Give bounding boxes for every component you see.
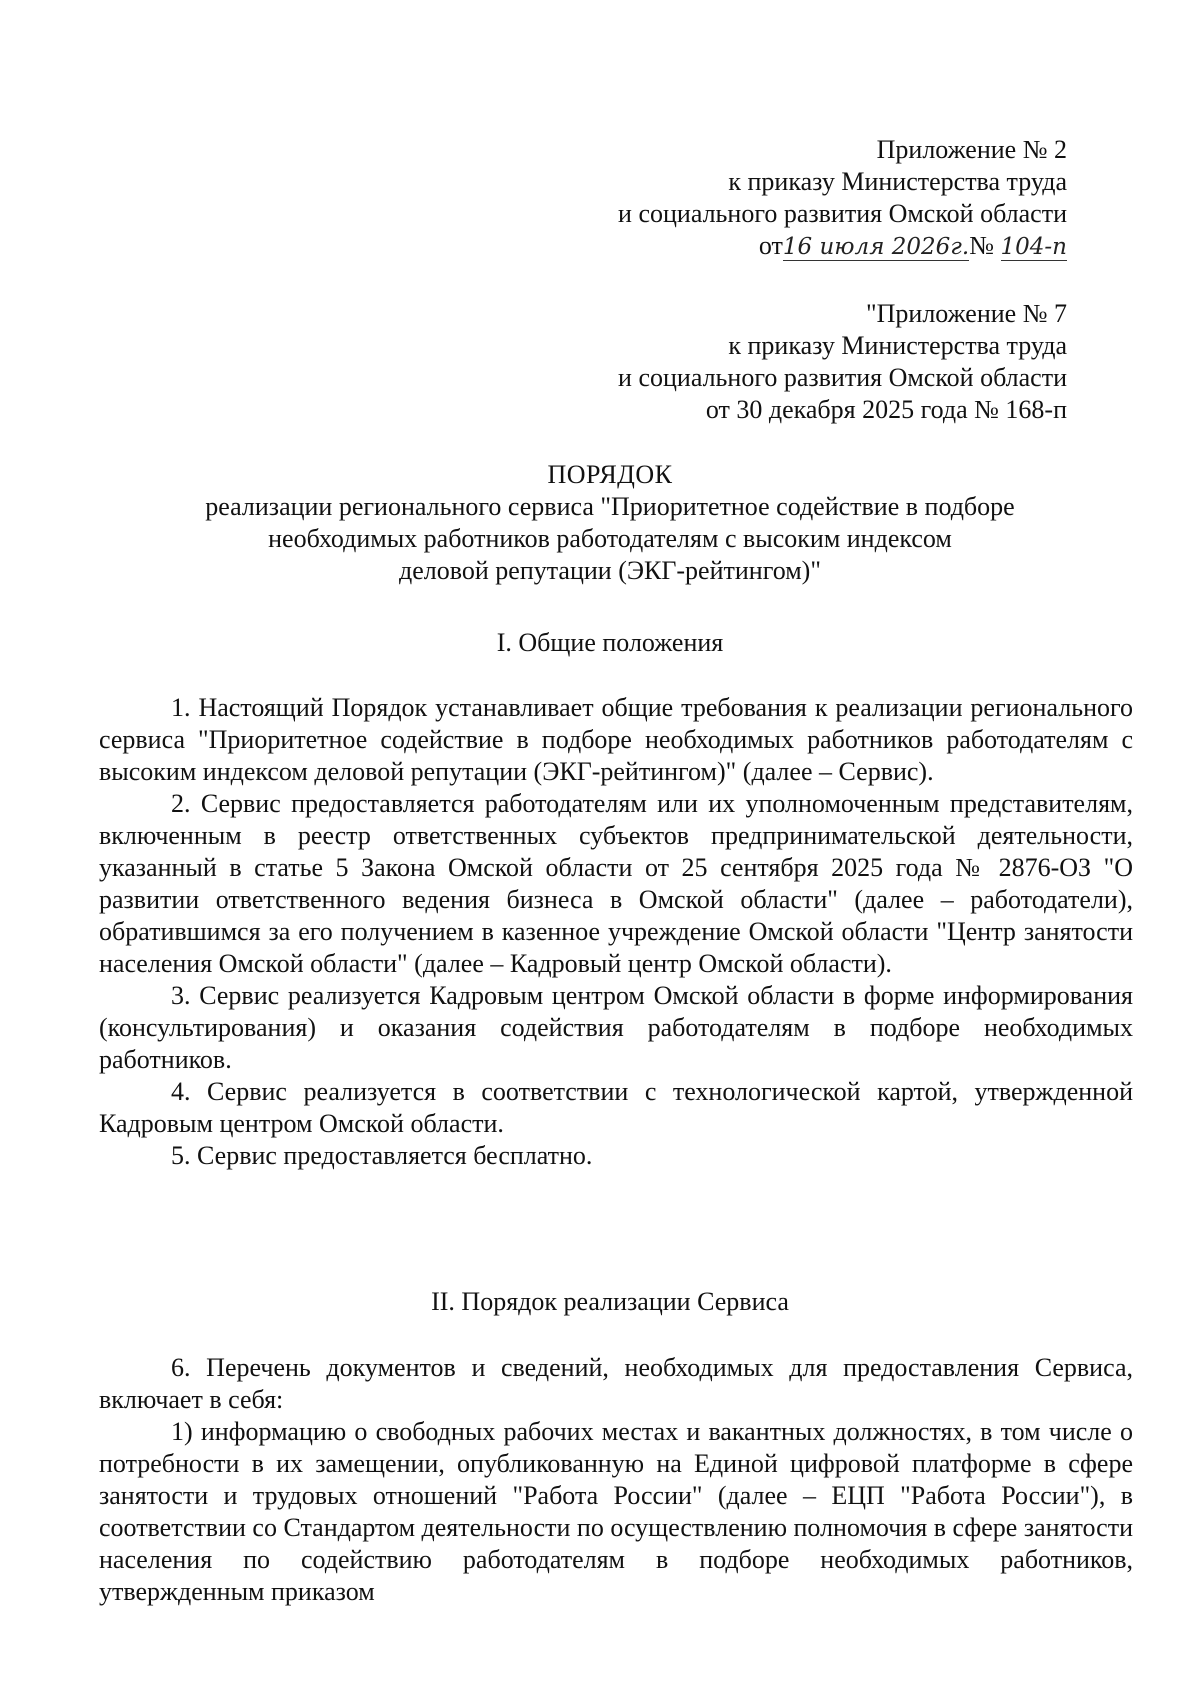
paragraph: 4. Сервис реализуется в соответствии с технологической картой, утвержденной Кадровым центром Омской области. (99, 1077, 1133, 1138)
title-subtitle-line: необходимых работников работодателям с высоким индексом (268, 524, 952, 553)
section-heading: II. Порядок реализации Сервиса (431, 1287, 789, 1316)
title-main: ПОРЯДОК (547, 460, 673, 489)
appendix-header-old (618, 298, 1067, 426)
handwritten-number: 104-п (1000, 234, 1067, 260)
appendix-number: Приложение № 2 (876, 135, 1067, 164)
appendix-ministry: и социального развития Омской области (618, 199, 1067, 228)
appendix-order-ref: к приказу Министерства труда (728, 331, 1067, 360)
paragraph: 1. Настоящий Порядок устанавливает общие требования к реализации регионального сервиса "Приоритетное содействие в подборе необходимых работников работодателям с высоким индексом деловой репутации (ЭКГ-рейтингом)" (далее – Сервис). (99, 693, 1133, 786)
appendix-number: "Приложение № 7 (866, 299, 1067, 328)
number-sign: № (969, 231, 995, 260)
handwritten-date: 16 июля 2026г. (782, 234, 970, 260)
section-heading: I. Общие положения (496, 628, 724, 657)
section-body (99, 692, 1133, 1172)
appendix-header-new (618, 134, 1067, 262)
appendix-ministry: и социального развития Омской области (618, 363, 1067, 392)
paragraph: 6. Перечень документов и сведений, необходимых для предоставления Сервиса, включает в себя: (99, 1353, 1133, 1414)
date-prefix: от (758, 231, 783, 260)
paragraph: 5. Сервис предоставляется бесплатно. (171, 1141, 593, 1170)
section-body (99, 1352, 1133, 1608)
appendix-date: от 30 декабря 2025 года № 168-п (705, 395, 1067, 424)
paragraph: 2. Сервис предоставляется работодателям или их уполномоченным представителям, включенным в реестр ответственных субъектов предпринимательской деятельности, указанный в статье 5 Закона Омской области от 25 сентября 2025 года № 2876-ОЗ "О развитии ответственного ведения бизнеса в Омской области" (далее – работодатели), обратившимся за его получением в казенное учреждение Омской области "Центр занятости населения Омской области" (далее – Кадровый центр Омской области). (99, 789, 1133, 978)
document-title (90, 459, 1130, 587)
title-subtitle-line: реализации регионального сервиса "Приоритетное содействие в подборе (205, 492, 1015, 521)
title-subtitle-line: деловой репутации (ЭКГ-рейтингом)" (399, 556, 821, 585)
paragraph: 3. Сервис реализуется Кадровым центром Омской области в форме информирования (консультирования) и оказания содействия работодателям в подборе необходимых работников. (99, 981, 1133, 1074)
appendix-date-line (618, 230, 1067, 262)
appendix-order-ref: к приказу Министерства труда (728, 167, 1067, 196)
paragraph: 1) информацию о свободных рабочих местах и вакантных должностях, в том числе о потребности в их замещении, опубликованную на Единой цифровой платформе в сфере занятости и трудовых отношений "Работа России" (далее – ЕЦП "Работа России"), в соответствии со Стандартом деятельности по осуществлению полномочия в сфере занятости населения по содействию работодателям в подборе необходимых работников, утвержденным приказом (99, 1417, 1133, 1606)
